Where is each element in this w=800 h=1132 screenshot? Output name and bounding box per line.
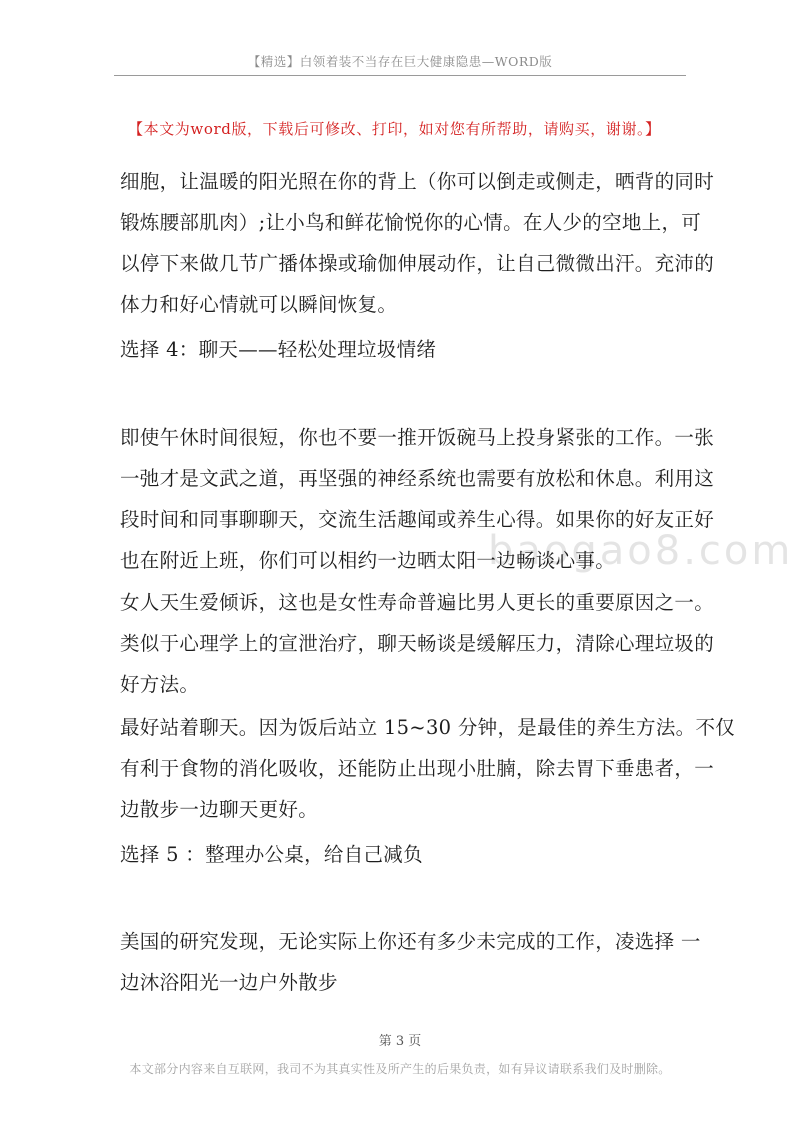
body-line: 美国的研究发现，无论实际上你还有多少未完成的工作，凌选择 一 (120, 930, 701, 953)
body-line: 最好站着聊天。因为饭后站立 15~30 分钟，是最佳的养生方法。不仅 (120, 716, 736, 739)
body-line: 好方法。 (120, 673, 200, 696)
body-line: 体力和好心情就可以瞬间恢复。 (120, 293, 398, 316)
section-heading-5: 选择 5 ：整理办公桌，给自己减负 (120, 843, 423, 866)
page-header-title: 【精选】白领着装不当存在巨大健康隐患—WORD版 (247, 54, 553, 69)
body-line: 边沐浴阳光一边户外散步 (120, 971, 338, 994)
footer-disclaimer: 本文部分内容来自互联网，我司不为其真实性及所产生的后果负责，如有异议请联系我们及时删除。 (129, 1062, 671, 1076)
watermark: baogao8.com (488, 528, 794, 574)
body-line: 有利于食物的消化吸收，还能防止出现小肚腩，除去胃下垂患者，一 (120, 757, 715, 780)
header-divider (114, 75, 686, 76)
download-notice: 【本文为word版，下载后可修改、打印，如对您有所帮助，请购买，谢谢。】 (128, 120, 661, 138)
section-heading-4: 选择 4：聊天——轻松处理垃圾情绪 (120, 338, 437, 361)
body-line: 类似于心理学上的宣泄治疗，聊天畅谈是缓解压力，清除心理垃圾的 (120, 632, 715, 655)
body-line: 女人天生爱倾诉，这也是女性寿命普遍比男人更长的重要原因之一。 (120, 591, 715, 614)
body-line: 即使午休时间很短，你也不要一推开饭碗马上投身紧张的工作。一张 (120, 426, 715, 449)
body-line: 段时间和同事聊聊天，交流生活趣闻或养生心得。如果你的好友正好 (120, 508, 715, 531)
body-line: 锻炼腰部肌肉）;让小鸟和鲜花愉悦你的心情。在人少的空地上，可 (120, 211, 702, 234)
page-number: 第 3 页 (378, 1034, 422, 1049)
body-line: 也在附近上班，你们可以相约一边晒太阳一边畅谈心事。 (120, 549, 616, 572)
body-line: 一弛才是文武之道，再坚强的神经系统也需要有放松和休息。利用这 (120, 467, 715, 490)
body-line: 细胞，让温暖的阳光照在你的背上（你可以倒走或侧走，晒背的同时 (120, 170, 715, 193)
body-line: 以停下来做几节广播体操或瑜伽伸展动作，让自己微微出汗。充沛的 (120, 252, 715, 275)
body-line: 边散步一边聊天更好。 (120, 798, 319, 821)
